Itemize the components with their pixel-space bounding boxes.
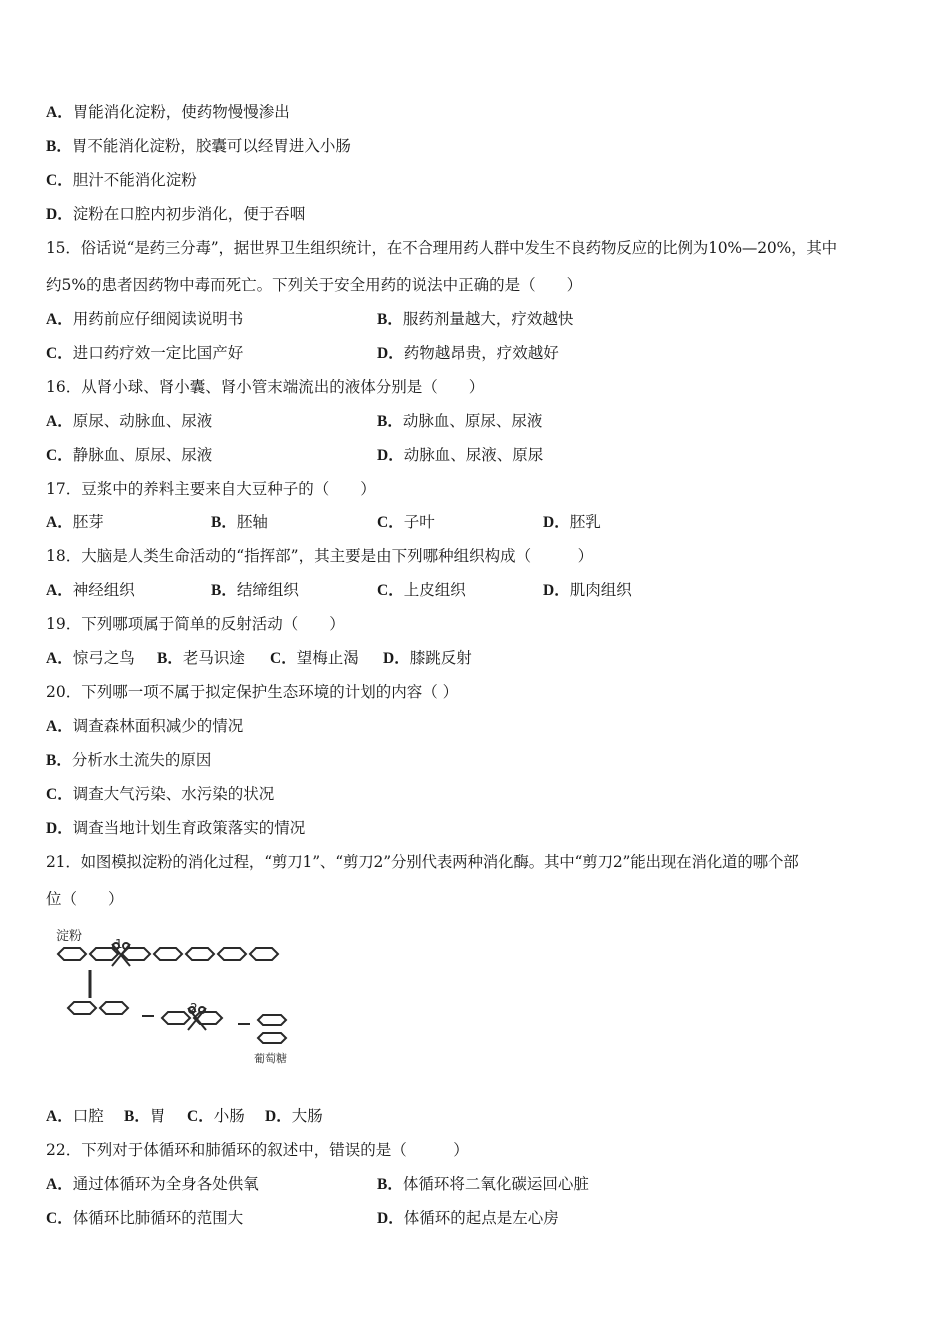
q14-option-d: D．淀粉在口腔内初步消化，便于吞咽: [46, 205, 306, 223]
q21-stem-line1: 21．如图模拟淀粉的消化过程，“剪刀1”、“剪刀2”分别代表两种消化酶。其中“剪刀2”能出现在消化道的哪个部: [46, 853, 799, 871]
label-starch: 淀粉: [56, 929, 83, 944]
q22-option-c: C．体循环比肺循环的范围大: [46, 1209, 244, 1227]
q17-option-a: A．胚芽: [46, 513, 104, 531]
q20-option-a: A．调查森林面积减少的情况: [46, 717, 244, 735]
q21-option-d: D．大肠: [265, 1107, 323, 1125]
q16-option-d: D．动脉血、尿液、原尿: [377, 446, 544, 464]
q14-option-a: A．胃能消化淀粉，使药物慢慢渗出: [46, 103, 290, 121]
q22-stem: 22．下列对于体循环和肺循环的叙述中，错误的是（ ）: [46, 1141, 469, 1159]
q20-option-b: B．分析水土流失的原因: [46, 751, 212, 769]
q14-option-b: B．胃不能消化淀粉，胶囊可以经胃进入小肠: [46, 137, 351, 155]
q18-stem: 18．大脑是人类生命活动的“指挥部”，其主要是由下列哪种组织构成（ ）: [46, 547, 594, 565]
starch-digestion-figure: [54, 926, 304, 1072]
q19-option-d: D．膝跳反射: [383, 649, 472, 667]
q16-stem: 16．从肾小球、肾小囊、肾小管末端流出的液体分别是（ ）: [46, 378, 485, 396]
q16-option-b: B．动脉血、原尿、尿液: [377, 412, 543, 430]
q21-option-b: B．胃: [124, 1107, 166, 1125]
q18-option-c: C．上皮组织: [377, 581, 466, 599]
q15-option-b: B．服药剂量越大，疗效越快: [377, 310, 574, 328]
q18-option-b: B．结缔组织: [211, 581, 299, 599]
q19-option-a: A．惊弓之鸟: [46, 649, 135, 667]
label-glucose: 葡萄糖: [254, 1052, 287, 1065]
q17-option-d: D．胚乳: [543, 513, 601, 531]
q18-option-d: D．肌肉组织: [543, 581, 632, 599]
q17-option-c: C．子叶: [377, 513, 435, 531]
q22-option-d: D．体循环的起点是左心房: [377, 1209, 559, 1227]
q15-option-c: C．进口药疗效一定比国产好: [46, 344, 244, 362]
q22-option-b: B．体循环将二氧化碳运回心脏: [377, 1175, 589, 1193]
q15-stem-line1: 15．俗话说“是药三分毒”，据世界卫生组织统计，在不合理用药人群中发生不良药物反应的比例为10%—20%，其中: [46, 239, 837, 257]
q17-option-b: B．胚轴: [211, 513, 268, 531]
q21-option-a: A．口腔: [46, 1107, 104, 1125]
q18-option-a: A．神经组织: [46, 581, 135, 599]
q16-option-c: C．静脉血、原尿、尿液: [46, 446, 213, 464]
q21-stem-line2: 位（ ）: [46, 890, 124, 908]
q15-option-d: D．药物越昂贵，疗效越好: [377, 344, 559, 362]
q17-stem: 17．豆浆中的养料主要来自大豆种子的（ ）: [46, 480, 376, 498]
label-scissors-2: 2: [190, 1001, 198, 1015]
q19-stem: 19．下列哪项属于简单的反射活动（ ）: [46, 615, 345, 633]
q21-option-c: C．小肠: [187, 1107, 245, 1125]
q20-option-c: C．调查大气污染、水污染的状况: [46, 785, 275, 803]
q22-option-a: A．通过体循环为全身各处供氧: [46, 1175, 259, 1193]
top-glucose-chain: [58, 948, 278, 960]
q15-stem-line2: 约5%的患者因药物中毒而死亡。下列关于安全用药的说法中正确的是（ ）: [46, 276, 583, 294]
label-scissors-1: 1: [115, 937, 123, 951]
q19-option-b: B．老马识途: [157, 649, 245, 667]
q20-stem: 20．下列哪一项不属于拟定保护生态环境的计划的内容（ ）: [46, 683, 459, 701]
q16-option-a: A．原尿、动脉血、尿液: [46, 412, 213, 430]
q14-option-c: C．胆汁不能消化淀粉: [46, 171, 197, 189]
bottom-maltose-chain: [68, 1002, 286, 1043]
q19-option-c: C．望梅止渴: [270, 649, 359, 667]
q15-option-a: A．用药前应仔细阅读说明书: [46, 310, 244, 328]
q20-option-d: D．调查当地计划生育政策落实的情况: [46, 819, 306, 837]
